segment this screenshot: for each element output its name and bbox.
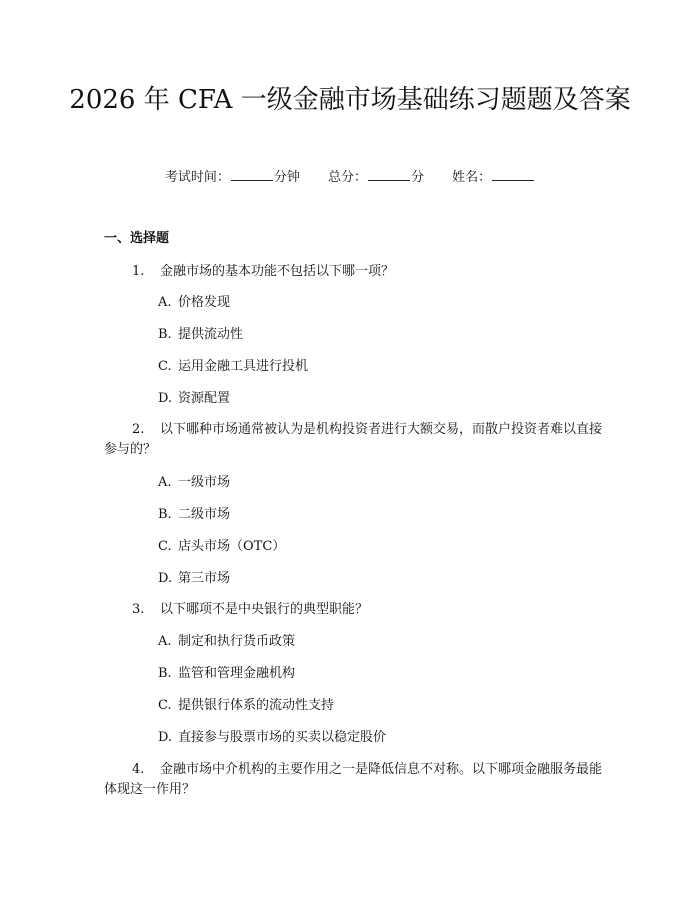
question-text: 金融市场的基本功能不包括以下哪一项？ [160, 264, 395, 279]
option-letter: C. [158, 539, 172, 554]
total-score-label: 总分： [327, 170, 367, 185]
exam-time-unit: 分钟 [273, 170, 300, 185]
option-text: 监管和管理金融机构 [178, 666, 296, 681]
question-number: 1. [132, 264, 145, 279]
option-text: 提供银行体系的流动性支持 [178, 698, 335, 713]
document-title: 2026 年 CFA 一级金融市场基础练习题题及答案 [69, 85, 631, 115]
option-letter: D. [158, 571, 173, 586]
option-text: 第三市场 [178, 571, 231, 586]
option-text: 店头市场（OTC） [178, 539, 286, 554]
option-letter: C. [158, 698, 172, 713]
option-text: 二级市场 [178, 507, 231, 522]
student-name [452, 168, 535, 188]
option-letter: A. [158, 634, 172, 649]
option-3d [158, 728, 386, 748]
student-name-label: 姓名： [452, 170, 492, 185]
section-heading: 一、选择题 [104, 231, 170, 246]
question-number: 3. [132, 602, 145, 617]
question-4 [104, 760, 604, 800]
option-letter: A. [158, 475, 172, 490]
option-text: 运用金融工具进行投机 [178, 359, 309, 374]
question-number: 2. [132, 422, 145, 437]
option-text: 一级市场 [178, 475, 231, 490]
exam-time [165, 168, 300, 188]
option-2d [158, 569, 230, 589]
exam-time-blank [231, 168, 273, 181]
option-text: 提供流动性 [178, 327, 244, 342]
question-text: 金融市场中介机构的主要作用之一是降低信息不对称。以下哪项金融服务最能体现这一作用？ [104, 762, 603, 797]
option-text: 直接参与股票市场的买卖以稳定股价 [178, 730, 387, 745]
option-1a [158, 293, 230, 313]
option-letter: D. [158, 391, 173, 406]
option-text: 资源配置 [178, 391, 231, 406]
option-letter: C. [158, 359, 172, 374]
question-text: 以下哪种市场通常被认为是机构投资者进行大额交易，而散户投资者难以直接参与的？ [104, 422, 603, 457]
option-letter: B. [158, 666, 172, 681]
option-1c [158, 357, 308, 377]
option-1d [158, 389, 230, 409]
total-score [328, 168, 424, 188]
exam-time-label: 考试时间： [164, 170, 230, 185]
option-3b [158, 664, 295, 684]
question-3 [132, 600, 368, 620]
option-2b [158, 505, 230, 525]
exam-meta [0, 168, 700, 188]
total-score-unit: 分 [411, 170, 425, 185]
option-3a [158, 632, 295, 652]
option-letter: D. [158, 730, 173, 745]
option-text: 制定和执行货币政策 [178, 634, 296, 649]
student-name-blank [492, 168, 534, 181]
question-2 [104, 420, 604, 460]
option-1b [158, 325, 243, 345]
total-score-blank [368, 168, 410, 181]
option-text: 价格发现 [178, 295, 231, 310]
option-letter: A. [158, 295, 172, 310]
question-1 [132, 262, 394, 282]
option-letter: B. [158, 327, 172, 342]
option-2a [158, 473, 230, 493]
question-text: 以下哪项不是中央银行的典型职能？ [160, 602, 369, 617]
option-letter: B. [158, 507, 172, 522]
option-3c [158, 696, 334, 716]
question-number: 4. [132, 762, 145, 777]
option-2c [158, 537, 285, 557]
